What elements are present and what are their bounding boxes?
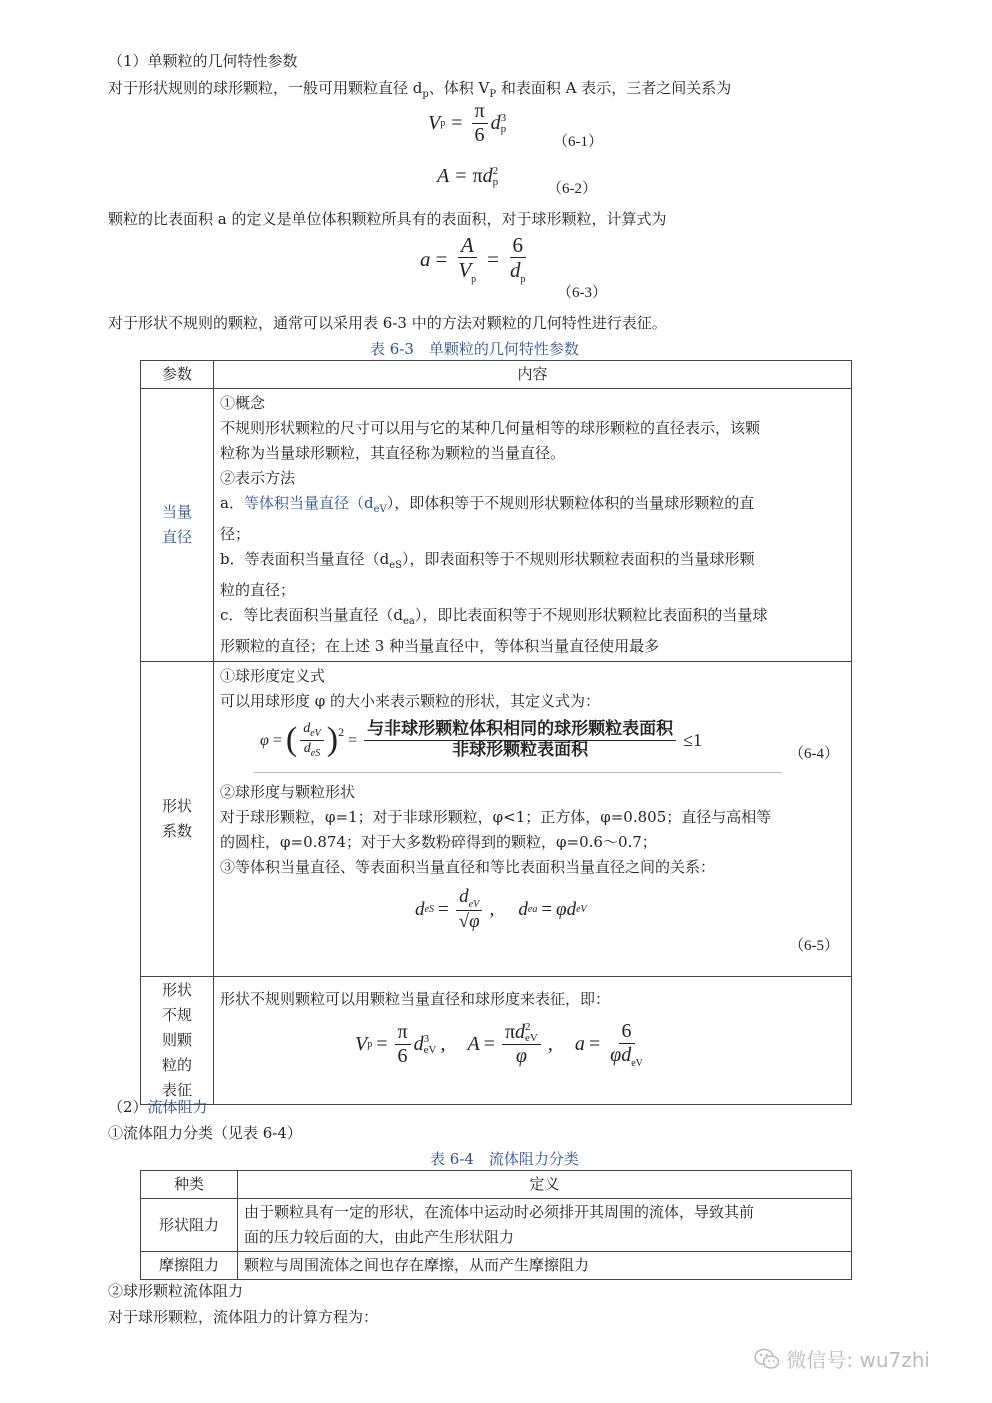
def-shape-resistance: 由于颗粒具有一定的形状，在流体中运动时必须排开其周围的流体，导致其前 面的压力较后面的大，由此产生形状阻力 (238, 1199, 852, 1252)
table-6-4 (140, 1170, 852, 1280)
equation-6-2: A = π d 2 p (437, 164, 499, 188)
final-paragraph: 对于球形颗粒，流体阻力的计算方程为： (108, 1308, 379, 1326)
table-6-3 (140, 360, 852, 1105)
intro-paragraph: 对于形状规则的球形颗粒，一般可用颗粒直径 $d_p$、体积 $V_P$ 和表面积 A 表示，三者之间关系为 (108, 79, 732, 100)
section-heading-1: （1）单颗粒的几何特性参数 (108, 52, 298, 70)
equation-number-6-1: （6-1） (553, 134, 603, 150)
param-shape-factor: 形状 系数 (141, 662, 214, 977)
table-row (141, 389, 852, 662)
table-6-4-header-def: 定义 (238, 1171, 852, 1199)
equation-6-3: a = $\frac{A}{V_p}$ = $\frac{6}{d_p}$ (420, 233, 526, 286)
equation-6-5: d eS = $\frac{d_{eV}}{√\varphi}$ , d ea = φ d eV （6-5） (220, 880, 845, 960)
section-heading-2: （2）流体阻力 (108, 1098, 208, 1116)
subheading-spherical-resistance: ②球形颗粒流体阻力 (108, 1282, 244, 1300)
equation-number-6-5: （6-5） (789, 938, 839, 954)
table-6-4-caption: 表 6-4 流体阻力分类 (430, 1150, 579, 1168)
content-shape-factor: ①球形度定义式 可以用球形度 φ 的大小来表示颗粒的形状，其定义式为： φ = ( $\frac{d_{eV}}{d_{eS}}$ ) $^2$ = $\frac{\text{与非球形颗粒体积相同的球形颗粒表面积}}{\text{非球形颗粒表面积}}$ ≤1 （6-4） ②球形度与颗粒形状 对于球形颗粒，φ=1；对于非球形颗粒，φ<1；正方体，φ=0.805；直径与高相等 的圆柱，φ=0.874；对于大多数粉碎得到的颗粒，φ=0.6～0.7； ③等体积当量直径、等表面积当量直径和等比表面积当量直径之间的关系： d eS = $\frac{d_{eV}}{√\varphi}$ , d ea = φ d eV （6-5） (214, 662, 852, 977)
equation-number-6-2: （6-2） (547, 181, 597, 197)
equation-6-1: V p = $\frac{\pi}{6}$ d 3 p (428, 100, 507, 146)
wechat-watermark (754, 1344, 930, 1373)
table-row (141, 977, 852, 1105)
param-irregular-characterization: 形状 不规 则颗 粒的 表征 (141, 977, 214, 1105)
table-6-4-header-type: 种类 (141, 1171, 238, 1199)
table-6-3-caption: 表 6-3 单颗粒的几何特性参数 (370, 340, 579, 358)
irregular-formulas: V p = $\frac{\pi}{6}$ d 3 eV , A = πd 2 eV φ , a = $\frac{6}{\varphi d_{eV}}$ (355, 1020, 643, 1069)
content-equivalent-diameter: ①概念 不规则形状颗粒的尺寸可以用与它的某种几何量相等的球形颗粒的直径表示，该颗 粒称为当量球形颗粒，其直径称为颗粒的当量直径。 ②表示方法 a．等体积当量直径$(d_{eV})$，即体积等于不规则形状颗粒体积的当量球形颗粒的直 径； b．等表面积当量直径$(d_{eS})$，即表面积等于不规则形状颗粒表面积的当量球形颗 粒的直径； c．等比表面积当量直径$(d_{ea})$，即比表面积等于不规则形状颗粒比表面积的当量球 形颗粒的直径；在上述 3 种当量直径中，等体积当量直径使用最多 (214, 389, 852, 662)
equation-number-6-3: （6-3） (557, 285, 607, 301)
param-equivalent-diameter: 当量 直径 (141, 389, 214, 662)
subheading-resistance-types: ①流体阻力分类（见表 6-4） (108, 1124, 302, 1142)
equation-6-4: φ = ( $\frac{d_{eV}}{d_{eS}}$ ) $^2$ = $\frac{\text{与非球形颗粒体积相同的球形颗粒表面积}}{\text{非球形颗粒表面积}}$ ≤1 （6-4） (220, 714, 845, 780)
type-friction-resistance: 摩擦阻力 (141, 1252, 238, 1280)
table-row (141, 1199, 852, 1252)
specific-area-paragraph: 颗粒的比表面积 a 的定义是单位体积颗粒所具有的表面积，对于球形颗粒，计算式为 (108, 210, 667, 228)
watermark-text: 微信号: wu7zhi (786, 1348, 930, 1372)
def-friction-resistance: 颗粒与周围流体之间也存在摩擦，从而产生摩擦阻力 (238, 1252, 852, 1280)
equation-number-6-4: （6-4） (789, 746, 839, 762)
irregular-paragraph: 对于形状不规则的颗粒，通常可以采用表 6-3 中的方法对颗粒的几何特性进行表征。 (108, 314, 667, 332)
content-irregular-characterization: 形状不规则颗粒可以用颗粒当量直径和球形度来表征，即： V p = $\frac{\pi}{6}$ d 3 eV , A = πd 2 eV φ , a = $\frac{6}{\varphi d_{eV}}$ (214, 977, 852, 1105)
table-6-3-header-content: 内容 (214, 361, 852, 389)
wechat-icon (754, 1348, 780, 1370)
table-row (141, 1252, 852, 1280)
table-6-3-header-param: 参数 (141, 361, 214, 389)
table-row (141, 662, 852, 977)
formula-underline (254, 772, 782, 773)
type-shape-resistance: 形状阻力 (141, 1199, 238, 1252)
